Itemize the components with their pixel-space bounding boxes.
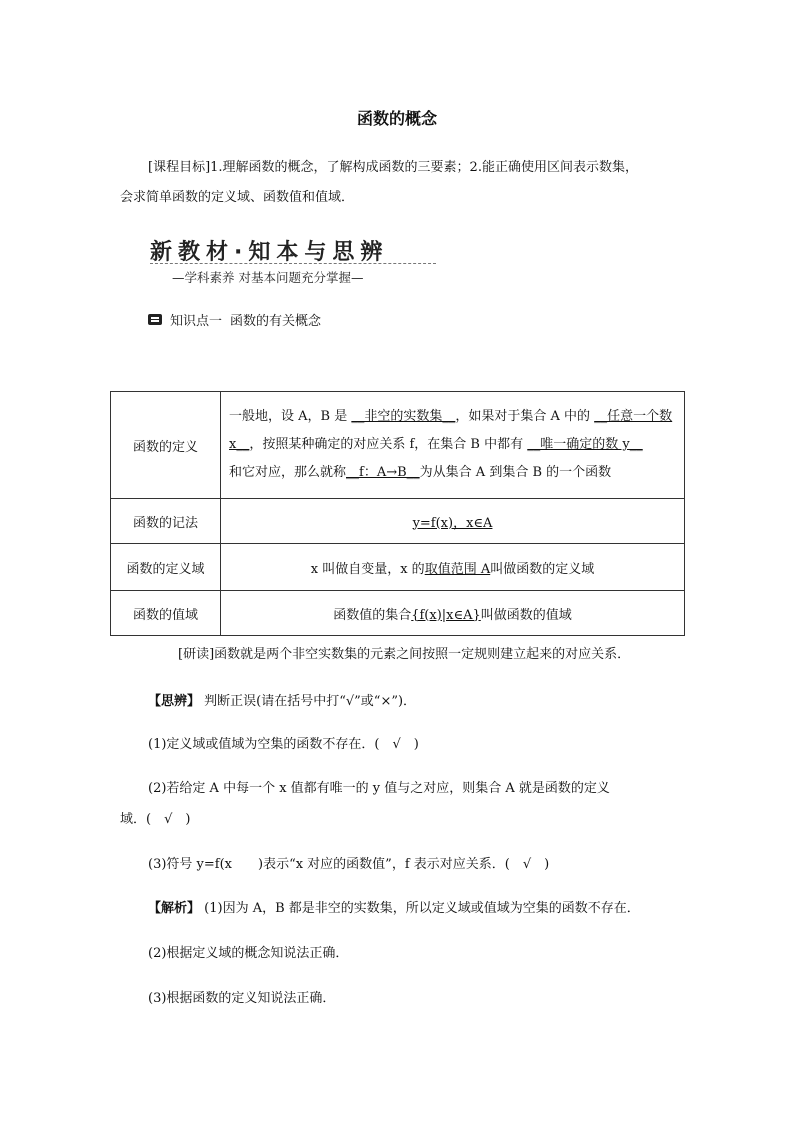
table-row xyxy=(111,392,685,499)
page-title: 函数的概念 xyxy=(356,109,437,128)
table-row xyxy=(111,499,685,544)
definition-answer: __f：A→B__ xyxy=(346,465,420,480)
definition-text: 为从集合 A 到集合 B 的一个函数 xyxy=(419,465,612,480)
definition-text: 一般地，设 A，B 是 xyxy=(229,409,352,424)
row-label: 函数的定义域 xyxy=(111,544,221,591)
section-subheading: —学科素养 对基本问题充分掌握— xyxy=(172,270,364,285)
concept-table xyxy=(110,391,685,636)
definition-answer: __非空的实数集__ xyxy=(351,409,456,424)
research-note: [研读]函数就是两个非空实数集的元素之间按照一定规则建立起来的对应关系． xyxy=(178,647,631,662)
definition-content xyxy=(221,392,685,499)
section-heading: 新教材·知本与思辨 xyxy=(150,240,389,265)
range-answer: {f(x)|x∈A} xyxy=(411,607,481,623)
analysis-text: (1)因为 A，B 都是非空的实数集，所以定义域或值域为空集的函数不存在． xyxy=(204,901,640,916)
analysis-line xyxy=(148,897,640,916)
domain-text: x 叫做自变量，x 的 xyxy=(310,561,425,577)
objectives-line-2: 会求简单函数的定义域、函数值和值域． xyxy=(120,190,355,205)
book-icon xyxy=(148,314,162,325)
judgement-instruction: 判断正误(请在括号中打“√”或“×”)． xyxy=(204,694,417,709)
definition-answer: __唯一确定的数 y__ xyxy=(527,437,643,452)
knowledge-point-title: 函数的有关概念 xyxy=(230,314,322,329)
domain-content xyxy=(221,544,685,591)
definition-text: ，如果对于集合 A 中的 xyxy=(455,409,595,424)
row-label: 函数的定义 xyxy=(111,392,221,499)
judgement-item: (3)符号 y=f(x )表示“x 对应的函数值”，f 表示对应关系．( √ ) xyxy=(148,857,550,872)
domain-text: 叫做函数的定义域 xyxy=(490,561,595,577)
judgement-header xyxy=(148,690,416,709)
judgement-item-continued: 域．( √ ) xyxy=(120,812,191,827)
knowledge-point-header xyxy=(148,310,321,329)
analysis-line: (2)根据定义域的概念知说法正确． xyxy=(148,946,349,961)
objectives-line-1 xyxy=(148,158,638,178)
objectives-text-1: 1.理解函数的概念，了解构成函数的三要素；2.能正确使用区间表示数集， xyxy=(210,160,638,175)
judgement-item: (2)若给定 A 中每一个 x 值都有唯一的 y 值与之对应，则集合 A 就是函数的定义 xyxy=(148,781,610,796)
domain-answer: 取值范围 A xyxy=(424,561,491,577)
range-text: 叫做函数的值域 xyxy=(480,607,572,623)
section-divider xyxy=(150,263,436,264)
row-label: 函数的值域 xyxy=(111,591,221,636)
range-text: 函数值的集合 xyxy=(333,607,412,623)
analysis-tag: 【解析】 xyxy=(148,901,201,916)
definition-text: ，按照某种确定的对应关系 f，在集合 B 中都有 xyxy=(249,437,528,452)
objectives-label: [课程目标] xyxy=(148,160,211,175)
table-row xyxy=(111,591,685,636)
notation-content xyxy=(221,499,685,544)
judgement-tag: 【思辨】 xyxy=(148,694,201,709)
notation-answer: y=f(x)，x∈A xyxy=(412,515,493,531)
row-label: 函数的记法 xyxy=(111,499,221,544)
definition-text: 和它对应，那么就称 xyxy=(229,465,347,480)
range-content xyxy=(221,591,685,636)
definition-answer: __任意一个数 x__ xyxy=(229,409,673,452)
analysis-line: (3)根据函数的定义知说法正确． xyxy=(148,991,336,1006)
judgement-item: (1)定义域或值域为空集的函数不存在．( √ ) xyxy=(148,737,419,752)
table-row xyxy=(111,544,685,591)
knowledge-point-label: 知识点一 xyxy=(170,314,223,329)
